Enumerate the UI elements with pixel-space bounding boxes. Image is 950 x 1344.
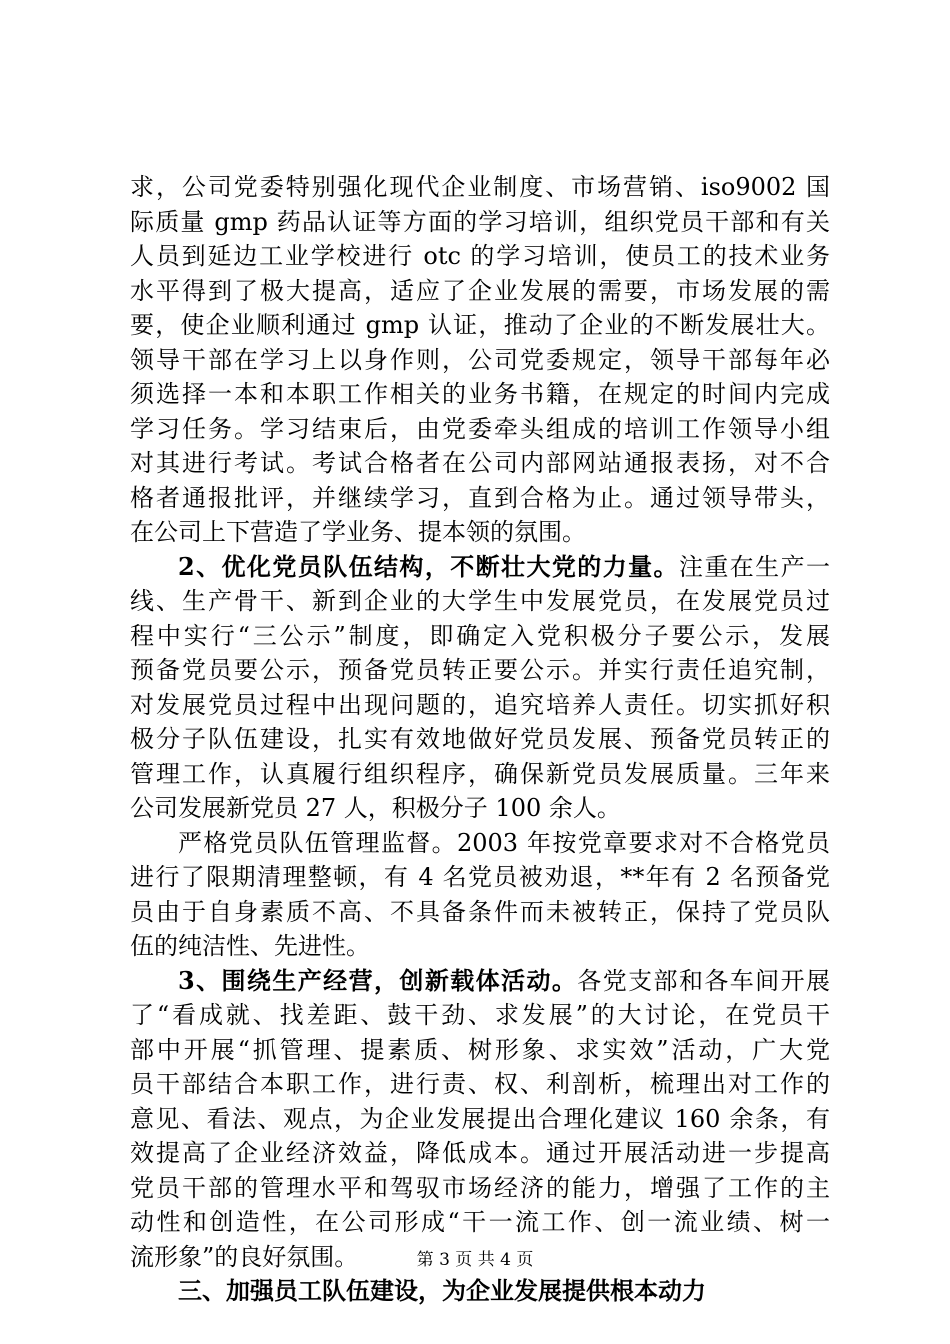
text-line: 求，公司党委特别强化现代企业制度、市场营销、iso9002 国 [130,173,830,201]
text-line: 水平得到了极大提高，适应了企业发展的需要，市场发展的需 [130,276,830,305]
text-line: 员干部结合本职工作，进行责、权、利剖析，梳理出对工作的 [130,1070,830,1098]
text-line: 程中实行“三公示”制度，即确定入党积极分子要公示，发展 [130,621,830,650]
text-line: 流形象”的良好氛围。 [130,1242,359,1271]
text-line: 对发展党员过程中出现问题的，追究培养人责任。切实抓好积 [130,690,830,719]
section-subheading: 3、围绕生产经营，创新载体活动。 [178,965,578,995]
page-footer: 第 3 页 共 4 页 [416,1250,534,1270]
text-line: 际质量 gmp 药品认证等方面的学习培训，组织党员干部和有关 [130,207,830,236]
text-line: 意见、看法、观点，为企业发展提出合理化建议 160 余条，有 [130,1104,830,1133]
paragraph-first-line [130,964,830,999]
paragraph-first-line: 严格党员队伍管理监督。2003 年按党章要求对不合格党员 [178,828,830,857]
section-subheading: 2、优化党员队伍结构，不断壮大党的力量。 [178,551,679,581]
text-line: 动性和创造性，在公司形成“干一流工作、创一流业绩、树一 [130,1208,830,1236]
text-run: 注重在生产一 [678,552,830,581]
text-line: 领导干部在学习上以身作则，公司党委规定，领导干部每年必 [130,345,830,374]
text-line: 公司发展新党员 27 人，积极分子 100 余人。 [130,794,621,822]
text-line: 格者通报批评，并继续学习，直到合格为止。通过领导带头， [130,483,830,512]
text-line: 线、生产骨干、新到企业的大学生中发展党员，在发展党员过 [130,587,830,615]
document-body [130,170,830,1309]
text-line: 部中开展“抓管理、提素质、树形象、求实效”活动，广大党 [130,1035,830,1064]
paragraph-first-line [130,550,830,585]
text-line: 学习任务。学习结束后，由党委牵头组成的培训工作领导小组 [130,414,830,443]
text-line: 要，使企业顺利通过 gmp 认证，推动了企业的不断发展壮大。 [130,311,830,339]
text-line: 预备党员要公示，预备党员转正要公示。并实行责任追究制， [130,656,830,684]
text-line: 对其进行考试。考试合格者在公司内部网站通报表扬，对不合 [130,449,830,477]
text-line: 须选择一本和本职工作相关的业务书籍，在规定的时间内完成 [130,380,830,408]
text-line: 在公司上下营造了学业务、提本领的氛围。 [130,518,586,546]
text-line: 进行了限期清理整顿，有 4 名党员被劝退，**年有 2 名预备党 [130,863,830,891]
text-line: 党员干部的管理水平和驾驭市场经济的能力，增强了工作的主 [130,1173,830,1202]
text-line: 效提高了企业经济效益，降低成本。通过开展活动进一步提高 [130,1139,830,1167]
section-heading: 三、加强员工队伍建设，为企业发展提供根本动力 [178,1277,706,1305]
text-run: 各党支部和各车间开展 [577,966,831,995]
text-line: 员由于自身素质不高、不具备条件而未被转正，保持了党员队 [130,897,830,926]
text-line: 伍的纯洁性、先进性。 [130,932,370,960]
text-line: 人员到延边工业学校进行 otc 的学习培训，使员工的技术业务 [130,242,830,270]
text-line: 极分子队伍建设，扎实有效地做好党员发展、预备党员转正的 [130,725,830,753]
text-line: 管理工作，认真履行组织程序，确保新党员发展质量。三年来 [130,759,830,788]
text-line: 了“看成就、找差距、鼓干劲、求发展”的大讨论，在党员干 [130,1001,830,1029]
